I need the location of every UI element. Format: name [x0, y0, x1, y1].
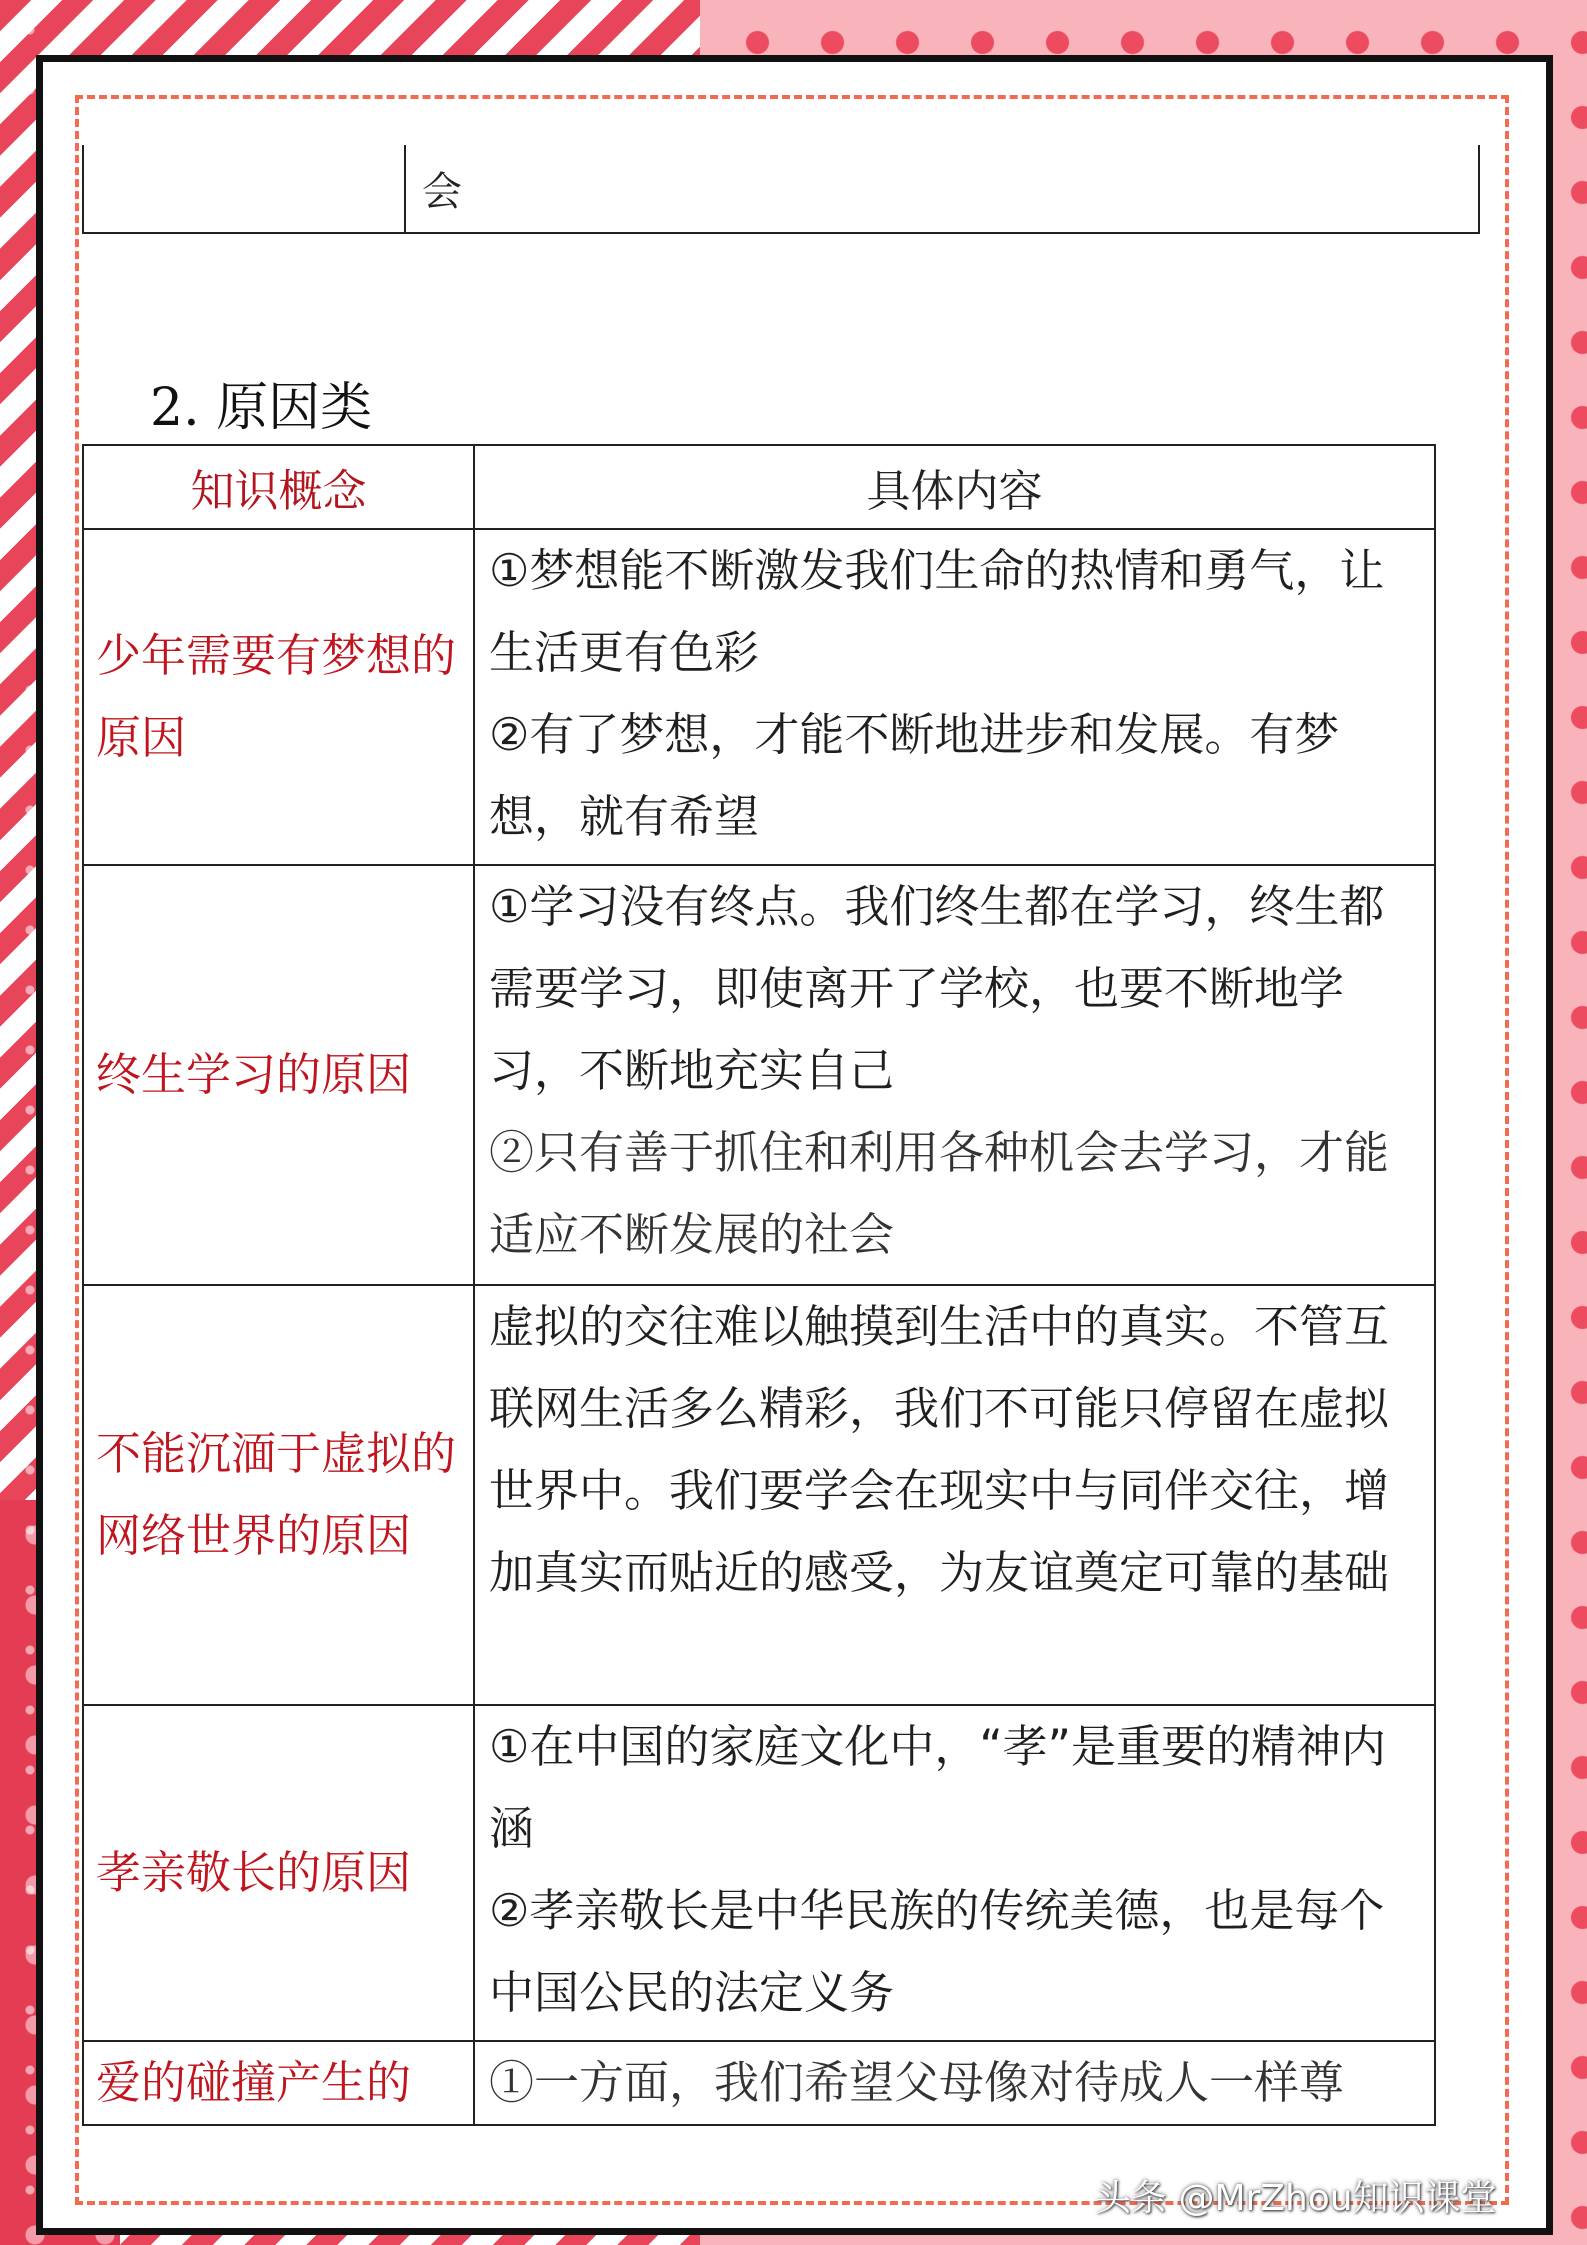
- table-row: [83, 865, 1435, 1285]
- content-paragraph: ②只有善于抓住和利用各种机会去学习，才能适应不断发展的社会: [489, 1126, 1390, 1261]
- content-paragraph: 虚拟的交往难以触摸到生活中的真实。不管互联网生活多么精彩，我们不可能只停留在虚拟世界中。我们要学会在现实中与同伴交往，增加真实而贴近的感受，为友谊奠定可靠的基础: [489, 1300, 1390, 1599]
- table-row: [83, 145, 1479, 233]
- table-cell: 会: [405, 145, 1479, 233]
- table-row: [83, 2041, 1435, 2125]
- content-paragraph: ②有了梦想，才能不断地进步和发展。有梦想，就有希望: [489, 708, 1340, 843]
- table-row: [83, 529, 1435, 865]
- content-paragraph: ①一方面，我们希望父母像对待成人一样尊: [489, 2056, 1345, 2109]
- table-header-row: [83, 445, 1435, 529]
- content-cell: [474, 865, 1435, 1285]
- concept-cell: 孝亲敬长的原因: [83, 1705, 474, 2041]
- concept-cell: 爱的碰撞产生的: [83, 2041, 474, 2125]
- concept-cell: 终生学习的原因: [83, 865, 474, 1285]
- concept-cell: 不能沉湎于虚拟的网络世界的原因: [83, 1285, 474, 1705]
- header-content: 具体内容: [474, 445, 1435, 529]
- content-paragraph: ①在中国的家庭文化中，“孝”是重要的精神内涵: [489, 1720, 1386, 1855]
- content-cell: [474, 1285, 1435, 1705]
- table-row: [83, 1285, 1435, 1705]
- section-title: 2. 原因类: [150, 378, 373, 438]
- content-paragraph: ①梦想能不断激发我们生命的热情和勇气，让生活更有色彩: [489, 544, 1385, 679]
- reasons-table: [82, 444, 1436, 2126]
- content-cell: [474, 529, 1435, 865]
- content-paragraph: ①学习没有终点。我们终生都在学习，终生都需要学习，即使离开了学校，也要不断地学习，不断地充实自己: [489, 880, 1385, 1097]
- concept-cell: 少年需要有梦想的原因: [83, 529, 474, 865]
- table-cell: [83, 145, 405, 233]
- content-cell: [474, 1705, 1435, 2041]
- content-paragraph: ②孝亲敬长是中华民族的传统美德，也是每个中国公民的法定义务: [489, 1884, 1385, 2019]
- content-cell: [474, 2041, 1435, 2125]
- table-row: [83, 1705, 1435, 2041]
- previous-table-tail: [82, 145, 1480, 234]
- header-concept: 知识概念: [83, 445, 474, 529]
- watermark: 头条 @MrZhou知识课堂: [1095, 2178, 1497, 2219]
